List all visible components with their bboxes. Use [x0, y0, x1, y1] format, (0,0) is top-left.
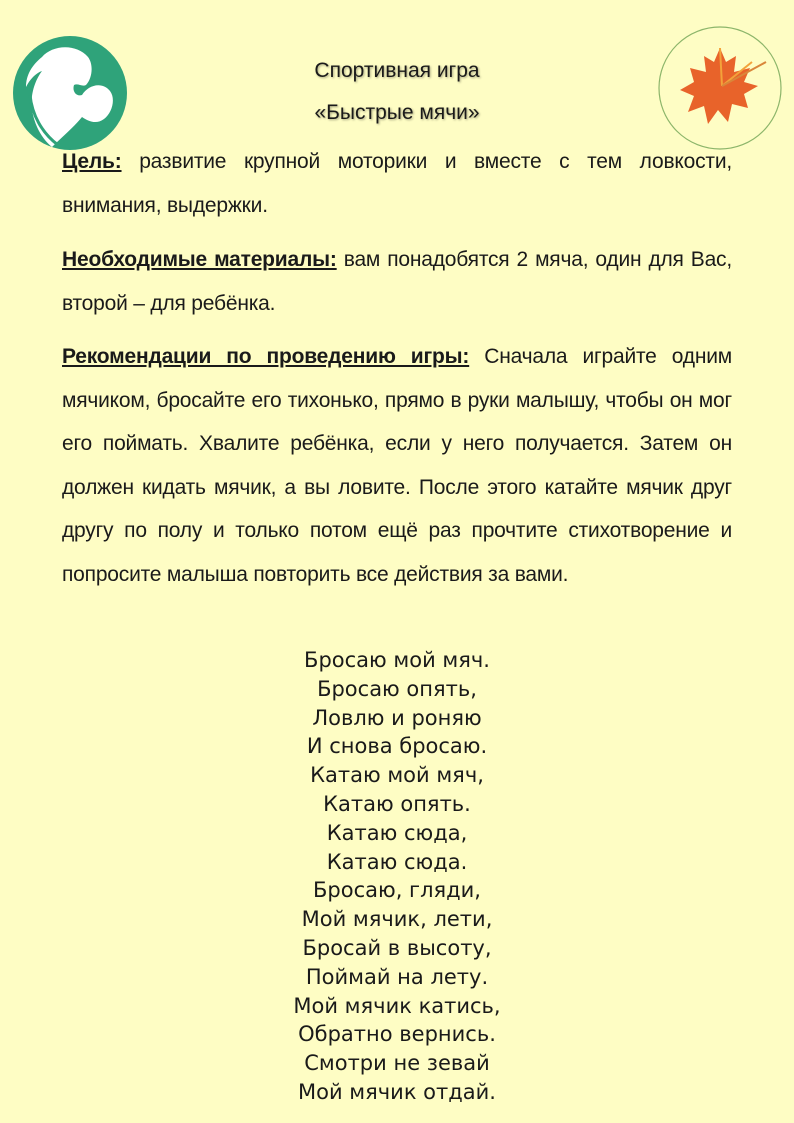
- poem: [0, 646, 794, 1107]
- goal-label: Цель:: [62, 150, 122, 173]
- poem-line: Мой мячик отдай.: [298, 1079, 496, 1104]
- page-title: Спортивная игра: [314, 59, 480, 82]
- poem-line: Бросай в высоту,: [302, 935, 492, 960]
- poem-line: Бросаю опять,: [317, 676, 477, 701]
- poem-line: Смотри не зевай: [304, 1051, 490, 1076]
- poem-line: Катаю опять.: [323, 791, 471, 816]
- poem-line: И снова бросаю.: [306, 734, 488, 759]
- poem-line: Ловлю и роняю: [312, 705, 482, 730]
- materials-text: вам понадобятся 2 мяча, один для Вас, второй – для ребёнка.: [62, 248, 732, 315]
- goal-paragraph: [62, 140, 732, 227]
- poem-line: Катаю мой мяч,: [310, 763, 484, 788]
- game-name: «Быстрые мячи»: [314, 101, 480, 124]
- poem-line: Мой мячик катись,: [293, 993, 501, 1018]
- materials-paragraph: [62, 238, 732, 325]
- goal-text: развитие крупной моторики и вместе с тем ловкости, внимания, выдержки.: [62, 150, 732, 217]
- poem-line: Катаю сюда.: [326, 849, 468, 874]
- poem-line: Бросаю, гляди,: [313, 878, 481, 903]
- poem-line: Мой мячик, лети,: [301, 907, 493, 932]
- recommendations-label: Рекомендации по проведению игры:: [62, 345, 470, 368]
- recommendations-text: Сначала играйте одним мячиком, бросайте его тихонько, прямо в руки малышу, чтобы он мог его поймать. Хвалите ребёнка, если у него получается. Затем он должен кидать мячик, а вы ловите. После этого катайте мячик друг другу по полу и только потом ещё раз прочтите стихотворение и попросите малыша повторить все действия за вами.: [62, 345, 732, 586]
- mother-and-child-icon: [12, 35, 128, 151]
- poem-line: Бросаю мой мяч.: [304, 648, 490, 672]
- poem-line: Поймай на лету.: [305, 964, 489, 989]
- materials-label: Необходимые материалы:: [62, 248, 337, 271]
- poem-line: Катаю сюда,: [326, 820, 468, 845]
- recommendations-paragraph: [62, 335, 732, 596]
- poem-line: Обратно вернись.: [298, 1022, 496, 1047]
- maple-leaf-icon: [658, 26, 782, 150]
